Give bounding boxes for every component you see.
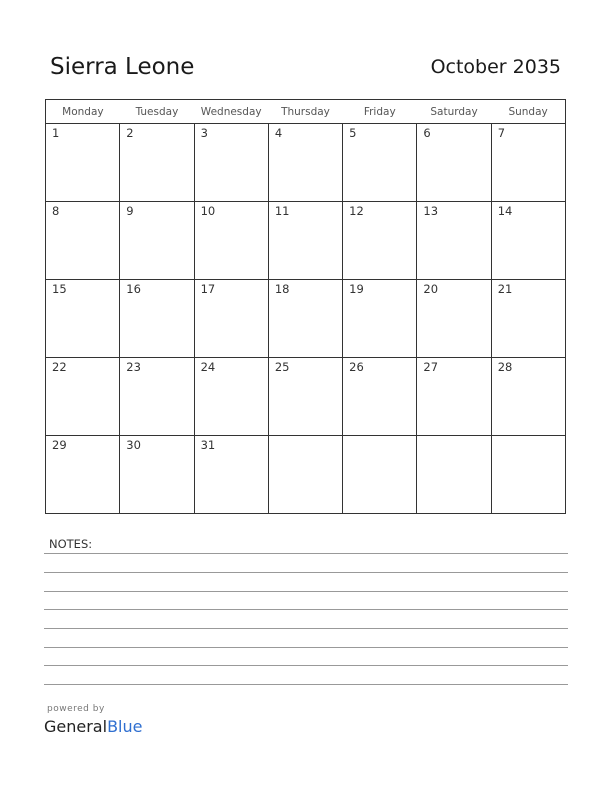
day-number: 16 [126,282,141,296]
weekday-header: Friday [343,100,417,124]
day-cell [491,280,565,358]
day-number: 9 [126,204,134,218]
day-cell [491,436,565,514]
notes-label: NOTES: [49,537,93,551]
notes-line [44,684,568,685]
month-year-title: October 2035 [430,56,561,78]
day-number: 20 [423,282,439,296]
day-number: 30 [126,438,141,452]
day-cell [491,358,565,436]
day-number: 21 [497,282,513,296]
day-number [417,436,490,438]
day-number [269,436,342,438]
day-number: 27 [423,360,439,374]
week-row [46,358,566,436]
day-cell [417,358,491,436]
day-cell [343,124,417,202]
day-cell [194,280,268,358]
notes-line [44,572,568,573]
day-number [492,436,565,438]
day-cell [343,280,417,358]
day-cell [343,358,417,436]
weekday-header: Sunday [491,100,565,124]
day-cell [120,124,194,202]
day-cell [268,124,342,202]
day-cell [268,436,342,514]
day-number: 2 [126,126,134,140]
notes-line [44,647,568,648]
day-cell [194,358,268,436]
day-cell [46,436,120,514]
notes-line [44,665,568,666]
day-number: 11 [274,204,290,218]
weekday-header-row [46,100,566,124]
day-cell [194,124,268,202]
day-cell [491,124,565,202]
day-cell [268,280,342,358]
notes-line [44,553,568,554]
day-cell [343,202,417,280]
brand-blue: Blue [107,717,143,736]
day-cell [120,202,194,280]
day-number: 19 [349,282,364,296]
week-row [46,436,566,514]
day-number: 6 [423,126,431,140]
day-number: 18 [274,282,290,296]
week-row [46,280,566,358]
day-number: 29 [52,438,67,452]
weekday-header: Wednesday [194,100,268,124]
day-number: 28 [497,360,513,374]
day-number: 15 [52,282,67,296]
day-number: 8 [52,204,60,218]
day-number: 26 [349,360,364,374]
day-number: 31 [200,438,216,452]
day-number: 3 [200,126,208,140]
notes-line [44,591,568,592]
day-number: 1 [52,126,60,140]
day-cell [343,436,417,514]
day-number [343,436,416,438]
powered-by-text: powered by [47,704,105,714]
weekday-header: Tuesday [120,100,194,124]
day-cell [417,124,491,202]
day-number: 13 [423,204,439,218]
day-number: 7 [497,126,506,140]
weekday-header: Monday [46,100,120,124]
day-cell [46,358,120,436]
day-number: 4 [274,126,283,140]
day-cell [417,202,491,280]
day-number: 5 [349,126,357,140]
day-number: 23 [126,360,141,374]
day-cell [194,202,268,280]
day-cell [268,358,342,436]
day-number: 17 [200,282,216,296]
weekday-header: Saturday [417,100,491,124]
week-row [46,202,566,280]
day-number: 10 [200,204,216,218]
country-title: Sierra Leone [50,54,195,80]
day-cell [417,280,491,358]
day-cell [46,124,120,202]
day-cell [46,280,120,358]
notes-line [44,609,568,610]
day-cell [120,358,194,436]
day-number: 14 [497,204,513,218]
day-cell [120,280,194,358]
generalblue-logo [44,717,142,736]
brand-general: General [44,717,108,736]
day-cell [491,202,565,280]
day-number: 24 [200,360,216,374]
day-number: 12 [349,204,364,218]
calendar-grid [45,99,566,514]
day-cell [268,202,342,280]
notes-line [44,628,568,629]
week-row [46,124,566,202]
day-cell [46,202,120,280]
day-number: 25 [274,360,290,374]
weekday-header: Thursday [268,100,342,124]
day-cell [194,436,268,514]
day-cell [417,436,491,514]
day-number: 22 [52,360,67,374]
day-cell [120,436,194,514]
